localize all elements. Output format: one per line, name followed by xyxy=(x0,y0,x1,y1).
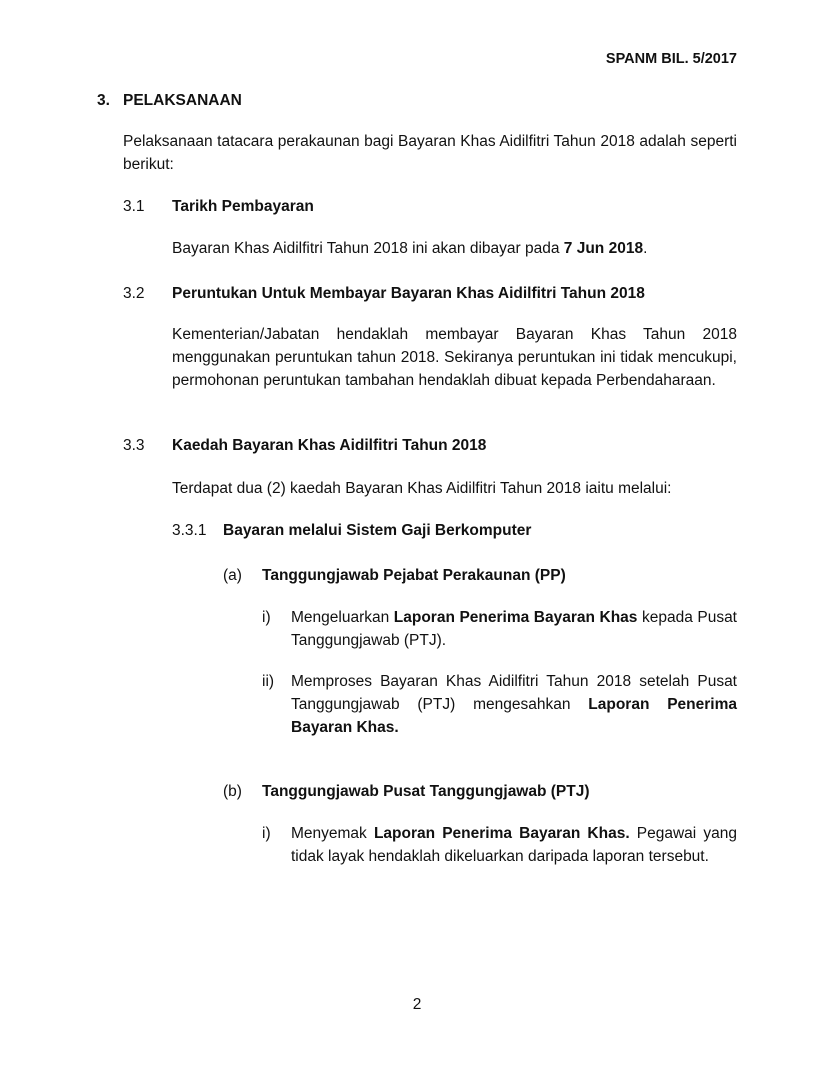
item-b-title: Tanggungjawab Pusat Tanggungjawab (PTJ) xyxy=(262,783,590,800)
intro-paragraph: Pelaksanaan tatacara perakaunan bagi Bayaran Khas Aidilfitri Tahun 2018 adalah seperti berikut: xyxy=(123,133,737,173)
subsection-3-2-number: 3.2 xyxy=(123,285,145,302)
item-a-ii-text: Memproses Bayaran Khas Aidilfitri Tahun 2018 setelah Pusat Tanggungjawab (PTJ) mengesahkan Laporan Penerima Bayaran Khas. xyxy=(291,673,738,736)
payment-date: 7 Jun 2018 xyxy=(563,240,644,257)
item-a-i-label: i) xyxy=(262,609,271,626)
report-name: Laporan Penerima Bayaran Khas. xyxy=(373,825,630,842)
subsection-3-2-title: Peruntukan Untuk Membayar Bayaran Khas Aidilfitri Tahun 2018 xyxy=(172,285,645,302)
subsection-3-3-title: Kaedah Bayaran Khas Aidilfitri Tahun 2018 xyxy=(172,437,487,454)
document-reference: SPANM BIL. 5/2017 xyxy=(605,51,737,67)
section-title: PELAKSANAAN xyxy=(123,92,242,109)
page-number: 2 xyxy=(412,996,422,1013)
item-a-label: (a) xyxy=(223,567,242,584)
report-name: Laporan Penerima Bayaran Khas. xyxy=(291,696,738,736)
subsection-3-2-text: Kementerian/Jabatan hendaklah membayar Bayaran Khas Tahun 2018 menggunakan peruntukan tahun 2018. Sekiranya peruntukan ini tidak mencukupi, permohonan peruntukan tambahan hendaklah dibuat kepada Perbendaharaan. xyxy=(172,326,737,389)
item-b-i-text: Menyemak Laporan Penerima Bayaran Khas. Pegawai yang tidak layak hendaklah dikeluarkan daripada laporan tersebut. xyxy=(291,825,737,865)
subsection-3-3-1-number: 3.3.1 xyxy=(172,522,207,539)
subsection-3-3-1-title: Bayaran melalui Sistem Gaji Berkomputer xyxy=(223,522,532,539)
subsection-3-3-text: Terdapat dua (2) kaedah Bayaran Khas Aidilfitri Tahun 2018 iaitu melalui: xyxy=(172,480,672,497)
subsection-3-1-number: 3.1 xyxy=(123,198,145,215)
subsection-3-1-text: Bayaran Khas Aidilfitri Tahun 2018 ini akan dibayar pada 7 Jun 2018. xyxy=(172,240,648,257)
section-number: 3. xyxy=(97,92,110,109)
item-b-i-label: i) xyxy=(262,825,271,842)
subsection-3-1-title: Tarikh Pembayaran xyxy=(172,198,314,215)
item-a-i-text: Mengeluarkan Laporan Penerima Bayaran Khas kepada Pusat Tanggungjawab (PTJ). xyxy=(291,609,737,649)
item-a-title: Tanggungjawab Pejabat Perakaunan (PP) xyxy=(262,567,566,584)
report-name: Laporan Penerima Bayaran Khas xyxy=(393,609,638,626)
section-heading xyxy=(97,89,242,112)
subsection-3-3-number: 3.3 xyxy=(123,437,145,454)
item-b-label: (b) xyxy=(223,783,242,800)
item-a-ii-label: ii) xyxy=(262,673,275,690)
